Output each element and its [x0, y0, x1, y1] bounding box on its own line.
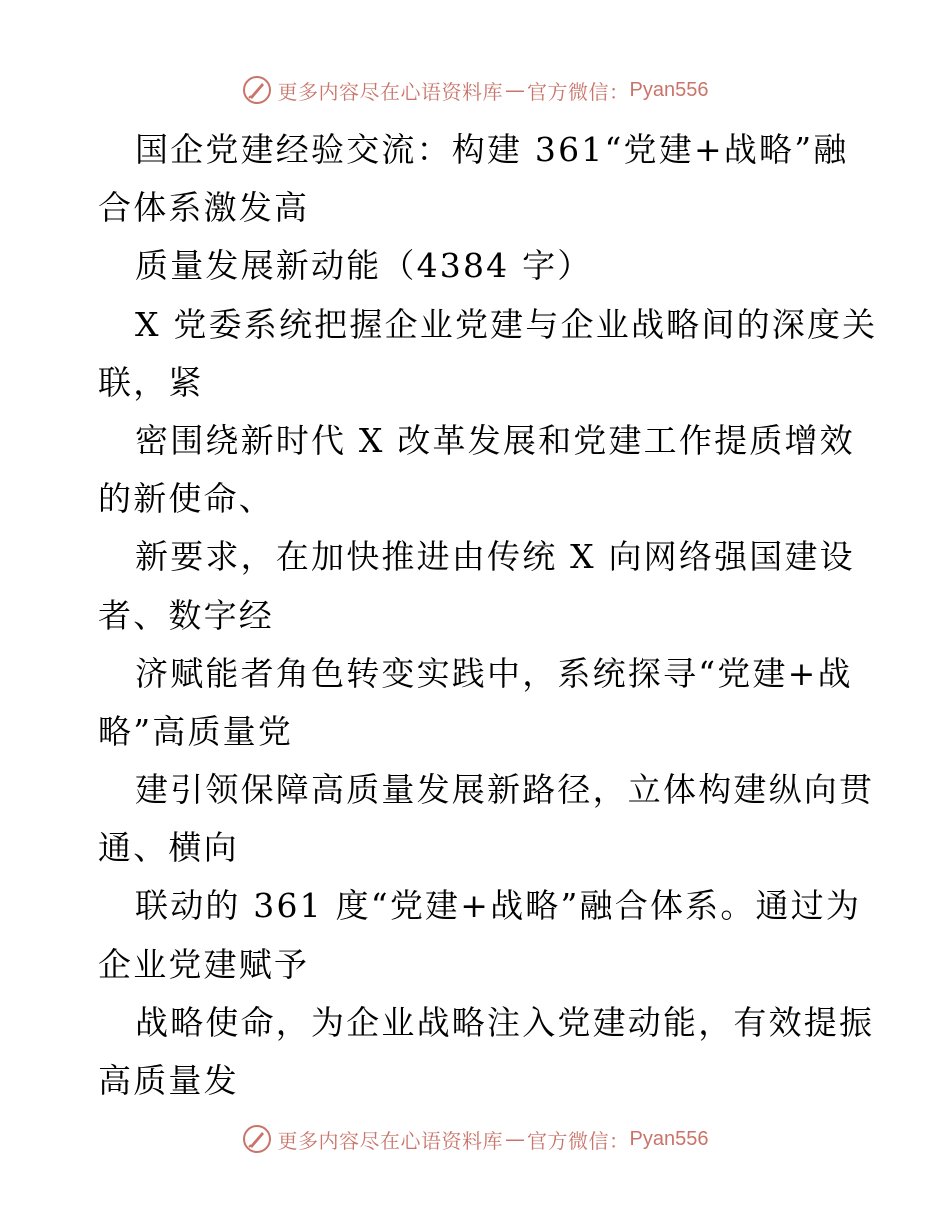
text-line: 者、数字经: [98, 595, 274, 635]
text-line: 新要求，在加快推进由传统 X 向网络强国建设: [135, 537, 855, 577]
watermark-suffix: 官方微信：: [527, 79, 630, 104]
watermark-separator: —: [505, 78, 526, 102]
watermark-suffix: 官方微信：: [527, 1128, 630, 1153]
watermark-separator: —: [505, 1127, 526, 1151]
text-line: 通、横向: [98, 828, 239, 868]
document-body: [98, 121, 878, 1110]
text-line: 的新使命、: [98, 479, 274, 519]
watermark-text: 更多内容尽在心语资料库: [277, 79, 504, 104]
text-line: 企业党建赋予: [98, 944, 310, 984]
text-line: 济赋能者角色转变实践中，系统探寻“党建+战: [135, 653, 853, 693]
feather-pen-logo-icon: [242, 1124, 272, 1154]
text-line: 建引领保障高质量发展新路径，立体构建纵向贯: [135, 770, 875, 810]
text-line: 联，紧: [98, 362, 204, 402]
text-line: X 党委系统把握企业党建与企业战略间的深度关: [135, 304, 878, 344]
text-line: 国企党建经验交流：构建 361“党建+战略”融: [135, 130, 849, 169]
footer-watermark: [0, 1121, 950, 1157]
text-line: 战略使命，为企业战略注入党建动能，有效提振: [135, 1002, 875, 1042]
text-line: 质量发展新动能（4384 字）: [135, 246, 593, 286]
feather-pen-logo-icon: [242, 75, 272, 105]
text-line: 高质量发: [98, 1061, 239, 1100]
watermark-id: Pyan556: [629, 1127, 709, 1150]
text-line: 联动的 361 度“党建+战略”融合体系。通过为: [135, 886, 862, 926]
header-watermark: [0, 72, 950, 108]
text-line: 密围绕新时代 X 改革发展和党建工作提质增效: [135, 420, 855, 460]
watermark-id: Pyan556: [629, 78, 709, 101]
watermark-text: 更多内容尽在心语资料库: [277, 1128, 504, 1153]
text-line: 略”高质量党: [98, 711, 294, 751]
text-line: 合体系激发高: [98, 188, 310, 228]
